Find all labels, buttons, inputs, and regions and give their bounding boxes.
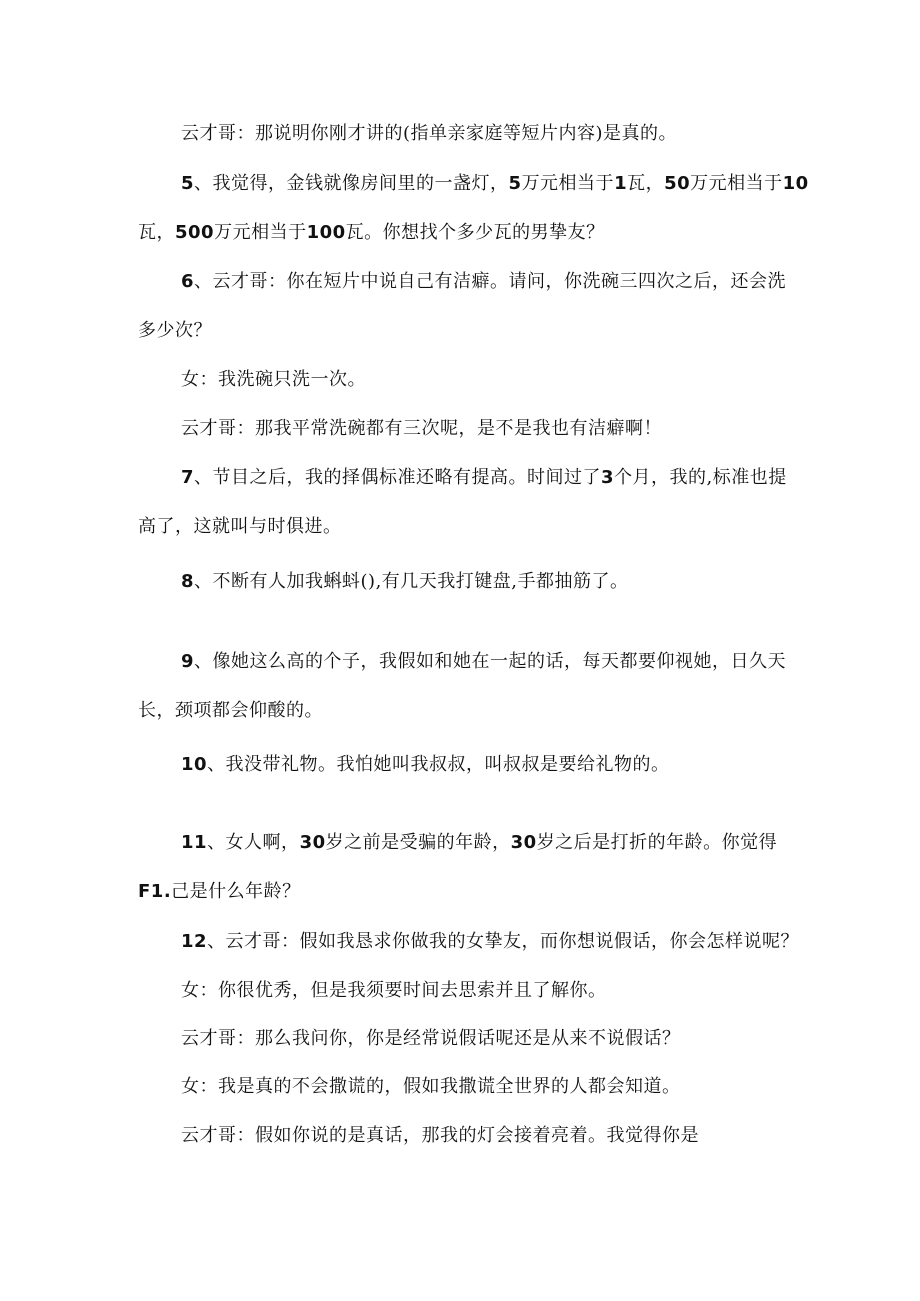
text-segment: 瓦，: [138, 222, 175, 243]
text-line: [181, 417, 662, 441]
text-segment: 万元相当于: [690, 173, 783, 194]
text-segment: 瓦。你想找个多少瓦的男挚友？: [345, 222, 605, 243]
text-segment: 、不断有人加我蝌蚪(),有几天我打键盘,手都抽筋了。: [194, 571, 629, 592]
text-line: [181, 831, 777, 855]
text-segment: 女：我是真的不会撒谎的，假如我撒谎全世界的人都会知道。: [181, 1076, 681, 1097]
text-segment: 、我觉得，金钱就像房间里的一盏灯，: [194, 173, 509, 194]
text-line: [181, 1027, 681, 1051]
text-segment: 、云才哥：假如我恳求你做我的女挚友，而你想说假话，你会怎样说呢？: [207, 931, 800, 952]
text-segment: 瓦，: [627, 173, 665, 194]
bold-number: 50: [664, 173, 691, 194]
text-segment: 女：我洗碗只洗一次。: [181, 369, 366, 390]
text-line: [181, 1124, 699, 1148]
text-line: [181, 753, 670, 777]
text-line: [181, 270, 786, 294]
bold-number: 6: [181, 271, 195, 292]
text-segment: 个月，我的,标准也提: [614, 467, 787, 488]
text-line: [181, 570, 629, 594]
bold-number: 30: [299, 832, 326, 853]
bold-number: 8: [181, 571, 195, 592]
bold-number: 9: [181, 651, 195, 672]
text-line: [181, 122, 677, 146]
text-segment: 、女人啊，: [207, 832, 300, 853]
text-line: [181, 172, 809, 196]
bold-number: 5: [508, 173, 522, 194]
bold-number: 10: [181, 754, 208, 775]
text-segment: 万元相当于: [521, 173, 615, 194]
text-line: [138, 319, 212, 343]
bold-number: F1.: [138, 881, 172, 902]
text-segment: 、像她这么高的个子，我假如和她在一起的话，每天都要仰视她，日久天: [194, 651, 787, 672]
text-segment: 多少次？: [138, 320, 212, 341]
bold-number: 5: [181, 173, 195, 194]
text-segment: 云才哥：假如你说的是真话，那我的灯会接着亮着。我觉得你是: [181, 1125, 699, 1146]
text-line: [181, 368, 366, 392]
bold-number: 7: [181, 467, 195, 488]
text-segment: 岁之后是打折的年龄。你觉得: [536, 832, 778, 853]
bold-number: 30: [510, 832, 537, 853]
text-line: [181, 650, 786, 674]
text-segment: 云才哥：那么我问你，你是经常说假话呢还是从来不说假话？: [181, 1028, 681, 1049]
text-line: [181, 930, 799, 954]
text-line: [138, 880, 301, 904]
bold-number: 1: [614, 173, 628, 194]
text-segment: 长，颈项都会仰酸的。: [138, 700, 323, 721]
text-line: [181, 1075, 681, 1099]
text-line: [138, 699, 323, 723]
text-segment: 岁之前是受骗的年龄，: [325, 832, 511, 853]
text-line: [138, 221, 605, 245]
text-segment: 女：你很优秀，但是我须要时间去思索并且了解你。: [181, 980, 607, 1001]
text-segment: 云才哥：那说明你刚才讲的(指单亲家庭等短片内容)是真的。: [181, 123, 678, 144]
text-segment: 己是什么年龄？: [171, 881, 301, 902]
text-line: [138, 515, 342, 539]
bold-number: 11: [181, 832, 208, 853]
text-segment: 、节目之后，我的择偶标准还略有提高。时间过了: [194, 467, 602, 488]
text-segment: 高了，这就叫与时俱进。: [138, 516, 342, 537]
text-line: [181, 979, 607, 1003]
text-segment: 万元相当于: [214, 222, 307, 243]
text-line: [181, 466, 787, 490]
text-segment: 、我没带礼物。我怕她叫我叔叔，叫叔叔是要给礼物的。: [207, 754, 670, 775]
bold-number: 3: [601, 467, 615, 488]
text-segment: 云才哥：那我平常洗碗都有三次呢，是不是我也有洁癖啊！: [181, 418, 662, 439]
bold-number: 100: [306, 222, 346, 243]
bold-number: 12: [181, 931, 208, 952]
bold-number: 500: [175, 222, 215, 243]
text-segment: 、云才哥：你在短片中说自己有洁癖。请问，你洗碗三四次之后，还会洗: [194, 271, 787, 292]
bold-number: 10: [782, 173, 809, 194]
